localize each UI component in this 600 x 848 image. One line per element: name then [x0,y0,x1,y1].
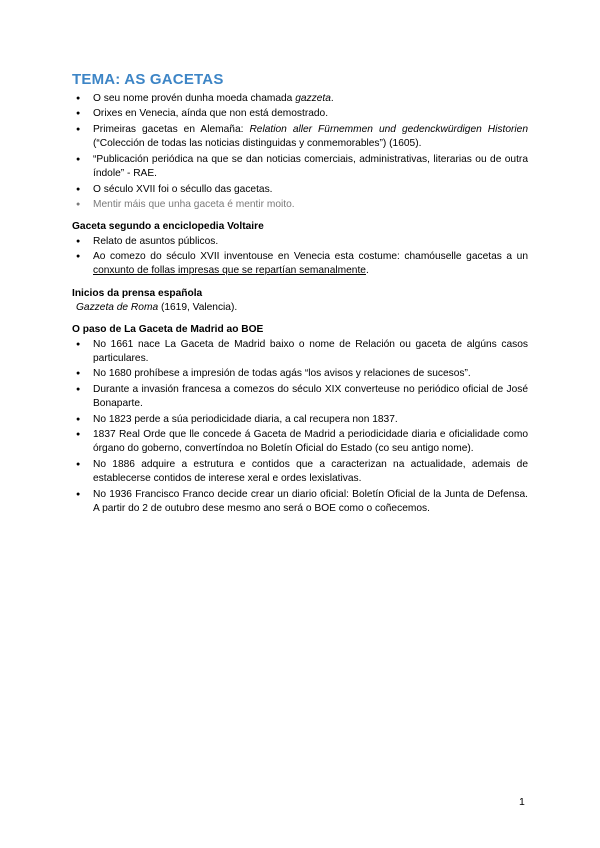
list-item: ● No 1680 prohíbese a impresión de todas agás “los avisos y relaciones de sucesos”. [72,367,528,381]
list-item: ● Orixes en Venecia, aínda que non está demostrado. [72,107,528,121]
text-span: Ao comezo do século XVII inventouse en Venecia esta costume: chamóuselle gacetas a un [93,251,528,263]
italic-title: Relation aller Fürnemmen und gedenckwürdigen Historien [249,123,528,135]
text-span: O seu nome provén dunha moeda chamada [93,93,296,104]
list-item: ● “Publicación periódica na que se dan noticias comerciais, administrativas, literarias ou de outra índole” - RAE. [72,153,528,182]
italic-term: gazzeta [295,93,331,104]
intro-list [72,92,528,212]
text-span: . [365,265,369,277]
inicios-paragraph [72,301,528,315]
section-heading-inicios: Inicios da prensa española [72,287,203,299]
text-span: (“Colección de todas las noticias distinguidas y conmemorables”) (1605). [93,138,422,150]
section-heading-voltaire: Gaceta segundo a enciclopedia Voltaire [72,221,264,233]
text-span: Primeiras gacetas en Alemaña: [93,123,250,135]
list-item: ● No 1936 Francisco Franco decide crear un diario oficial: Boletín Oficial de la Junta de Defensa. A partir do 2 de outubro dese mesmo ano será o BOE como o coñecemos. [72,488,528,517]
page-number: 1 [519,796,525,808]
list-item: ● No 1661 nace La Gaceta de Madrid baixo o nome de Relación ou gaceta de algúns casos particulares. [72,338,528,367]
list-item: ● No 1886 adquire a estrutura e contidos que a caracterizan na actualidade, ademais de establecerse contidos de interese xeral e ordes lexislativas. [72,458,528,487]
list-item [72,250,528,279]
list-item [72,123,528,152]
list-item: ● O século XVII foi o sécullo das gacetas. [72,183,528,197]
boe-list [72,338,528,517]
document-content [72,92,528,517]
text-span: (1619, Valencia). [158,301,238,313]
list-item: ● 1837 Real Orde que lle concede á Gaceta de Madrid a periodicidade diaria e oficialidade como órgano do goberno, convertíndoa no Boletín Oficial do Estado (co seu antigo nome). [72,428,528,457]
list-item: ● Relato de asuntos públicos. [72,235,528,249]
voltaire-list [72,235,528,279]
italic-title: Gazzeta de Roma [76,301,159,313]
text-span: . [330,93,334,104]
section-heading-boe: O paso de La Gaceta de Madrid ao BOE [72,324,264,336]
page-title: TEMA: AS GACETAS [72,71,224,88]
underlined-text: conxunto de follas impresas que se repartían semanalmente [93,265,366,277]
list-item [72,92,528,106]
list-item: ● Durante a invasión francesa a comezos do século XIX converteuse no periódico oficial de José Bonaparte. [72,383,528,412]
list-item: ● Mentir máis que unha gaceta é mentir moito. [72,198,528,212]
list-item: ● No 1823 perde a súa periodicidade diaria, a cal recupera non 1837. [72,413,528,427]
